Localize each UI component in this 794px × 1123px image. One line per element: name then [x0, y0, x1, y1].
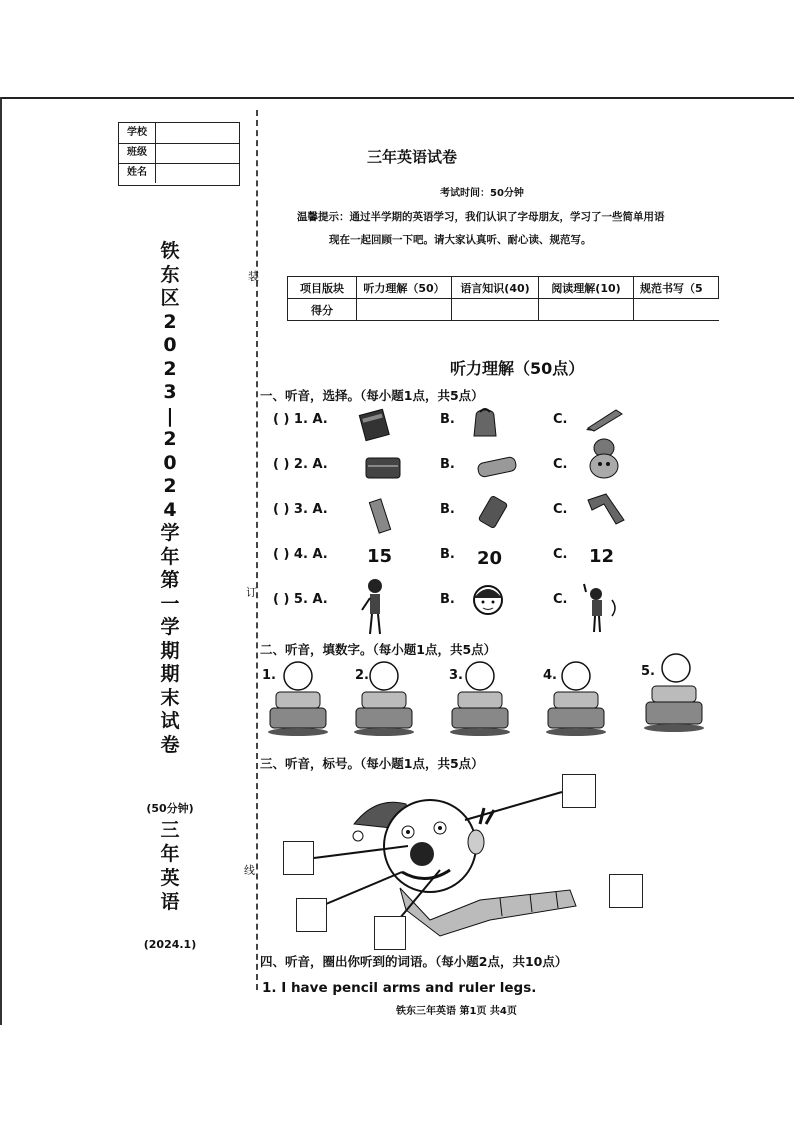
- q5-option-b-label: B.: [440, 592, 455, 607]
- vertical-title-char: 2: [163, 428, 177, 450]
- vertical-title-char: 学: [160, 522, 180, 544]
- vertical-title-char: 2: [163, 357, 177, 380]
- part2-heading: 二、听音，填数字。（每小题1点，共5点）: [260, 642, 497, 657]
- vertical-title-char: 2: [163, 475, 177, 497]
- part1-heading: 一、听音，选择。（每小题1点，共5点）: [260, 388, 484, 403]
- label-box-right[interactable]: [609, 874, 643, 908]
- part4-sentence-1: 1. I have pencil arms and ruler legs.: [262, 980, 537, 996]
- vertical-title-char: 4: [163, 498, 177, 521]
- q1-option-b-label: B.: [440, 412, 455, 427]
- exam-duration-note: (50分钟): [146, 802, 194, 815]
- cake-label-3: 3.: [449, 668, 463, 683]
- q4-option-b-label: B.: [440, 547, 455, 562]
- vertical-title-char: 3: [163, 381, 177, 403]
- label-box-top-right[interactable]: [562, 774, 596, 808]
- score-row-label: 得分: [288, 299, 357, 321]
- vertical-subject-char: 三: [160, 819, 180, 841]
- q5-option-c-label: C.: [553, 592, 568, 607]
- vertical-subject-char: 语: [160, 891, 180, 913]
- vertical-title-char: 0: [163, 451, 177, 474]
- score-header-cell: 阅读理解(10): [539, 277, 634, 299]
- exam-title: 三年英语试卷: [366, 148, 457, 166]
- vertical-title-char: 期: [160, 663, 180, 685]
- info-label-school: 学校: [119, 123, 156, 143]
- q4-option-c-number: 12: [589, 546, 615, 567]
- info-label-class: 班级: [119, 143, 156, 163]
- q1-stem: ( ) 1. A.: [273, 412, 328, 427]
- part3-heading: 三、听音，标号。（每小题1点，共5点）: [260, 756, 484, 771]
- vertical-subject-char: 年: [160, 843, 180, 865]
- q2-option-c-label: C.: [553, 457, 568, 472]
- vertical-title-char: 东: [160, 263, 180, 286]
- q4-option-c-label: C.: [553, 547, 568, 562]
- vertical-title-char: 卷: [160, 733, 180, 756]
- vertical-title-char: 一: [160, 592, 180, 615]
- vertical-subject-char: 英: [160, 867, 180, 889]
- tip-line-2: 现在一起回顾一下吧。请大家认真听、耐心读、规范写。: [329, 234, 592, 246]
- q5-stem: ( ) 5. A.: [273, 592, 328, 607]
- exam-time: 考试时间：50分钟: [440, 188, 524, 199]
- q4-stem: ( ) 4. A.: [273, 547, 328, 562]
- vertical-title-char: |: [166, 404, 174, 427]
- vertical-title-char: 学: [160, 616, 180, 638]
- vertical-title-char: 铁: [160, 240, 180, 262]
- q2-stem: ( ) 2. A.: [273, 457, 328, 472]
- vertical-title-char: 期: [160, 639, 180, 662]
- q1-option-c-label: C.: [553, 412, 568, 427]
- q4-option-a-number: 15: [367, 546, 393, 567]
- q3-stem: ( ) 3. A.: [273, 502, 328, 517]
- vertical-title-char: 试: [160, 710, 180, 732]
- label-box-bottom-center[interactable]: [374, 916, 406, 950]
- label-box-left[interactable]: [283, 841, 314, 875]
- score-header-cell: 语言知识(40): [452, 277, 539, 299]
- cake-label-4: 4.: [543, 668, 557, 683]
- score-header-cell: 项目版块: [288, 277, 357, 299]
- fold-label-2: 订: [246, 586, 257, 599]
- cake-label-5: 5.: [641, 664, 655, 679]
- cake-label-1: 1.: [262, 668, 276, 683]
- score-header-cell: 规范书写（5: [634, 277, 719, 299]
- vertical-title-char: 年: [160, 545, 180, 568]
- vertical-title-char: 区: [160, 287, 180, 309]
- page-footer: 铁东三年英语 第1页 共4页: [396, 1006, 517, 1017]
- tip-line-1: 温馨提示：通过半学期的英语学习，我们认识了字母朋友，学习了一些简单用语: [297, 211, 665, 223]
- fold-label-1: 装: [248, 270, 259, 283]
- q4-option-b-number: 20: [477, 548, 503, 569]
- exam-date: (2024.1): [143, 938, 197, 951]
- listening-section-title: 听力理解（50点）: [450, 359, 585, 378]
- info-label-name: 姓名: [119, 163, 156, 183]
- vertical-title-char: 0: [163, 334, 177, 356]
- vertical-title-char: 末: [160, 686, 180, 709]
- part4-heading: 四、听音，圈出你听到的词语。（每小题2点，共10点）: [260, 954, 568, 969]
- q3-option-c-label: C.: [553, 502, 568, 517]
- score-header-cell: 听力理解（50）: [357, 277, 452, 299]
- q2-option-b-label: B.: [440, 457, 455, 472]
- cake-label-2: 2.: [355, 668, 369, 683]
- label-box-bottom-left[interactable]: [296, 898, 327, 932]
- vertical-title-char: 第: [160, 569, 180, 591]
- q3-option-b-label: B.: [440, 502, 455, 517]
- vertical-title-char: 2: [163, 310, 177, 333]
- fold-label-3: 线: [244, 864, 255, 877]
